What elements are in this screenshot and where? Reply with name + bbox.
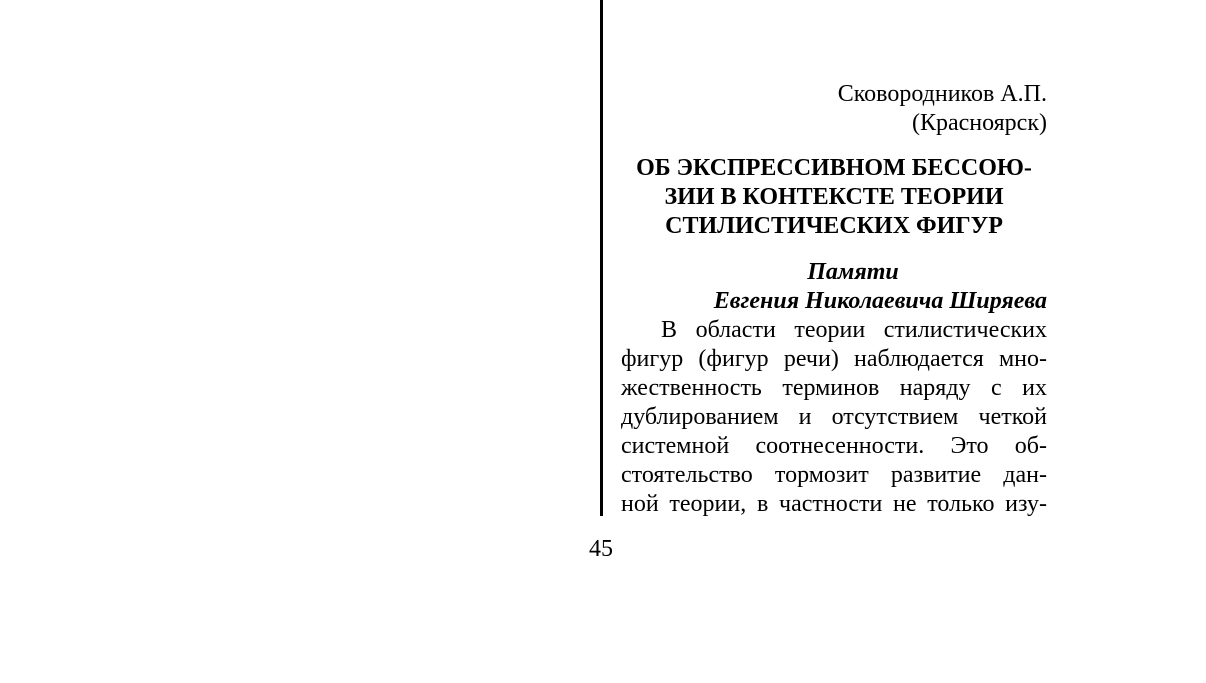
body-paragraph bbox=[621, 316, 1047, 519]
body-line: дублированием и отсутствием четкой bbox=[621, 404, 1047, 430]
body-line: фигур (фигур речи) наблюдается мно- bbox=[621, 346, 1047, 372]
page-number: 45 bbox=[589, 536, 613, 562]
body-line: жественность терминов наряду с их bbox=[621, 375, 1047, 401]
title-line: ЗИИ В КОНТЕКСТЕ ТЕОРИИ bbox=[664, 184, 1004, 210]
author-block bbox=[621, 80, 1047, 138]
body-line: стоятельство тормозит развитие дан- bbox=[621, 462, 1047, 488]
body-line: ной теории, в частности не только изу- bbox=[621, 491, 1047, 517]
dedication bbox=[621, 258, 1047, 316]
author-city: (Красноярск) bbox=[911, 110, 1047, 136]
dedication-line: Памяти bbox=[807, 259, 899, 285]
text-column bbox=[621, 80, 1047, 519]
body-line: В области теории стилистических bbox=[661, 317, 1047, 343]
title-line: СТИЛИСТИЧЕСКИХ ФИГУР bbox=[665, 213, 1003, 239]
article-title bbox=[621, 154, 1047, 241]
body-line: системной соотнесенности. Это об- bbox=[621, 433, 1047, 459]
title-line: ОБ ЭКСПРЕССИВНОМ БЕССОЮ- bbox=[636, 155, 1032, 181]
author-name: Сковородников А.П. bbox=[837, 81, 1047, 107]
dedication-line: Евгения Николаевича Ширяева bbox=[713, 288, 1047, 314]
column-divider bbox=[600, 0, 603, 516]
